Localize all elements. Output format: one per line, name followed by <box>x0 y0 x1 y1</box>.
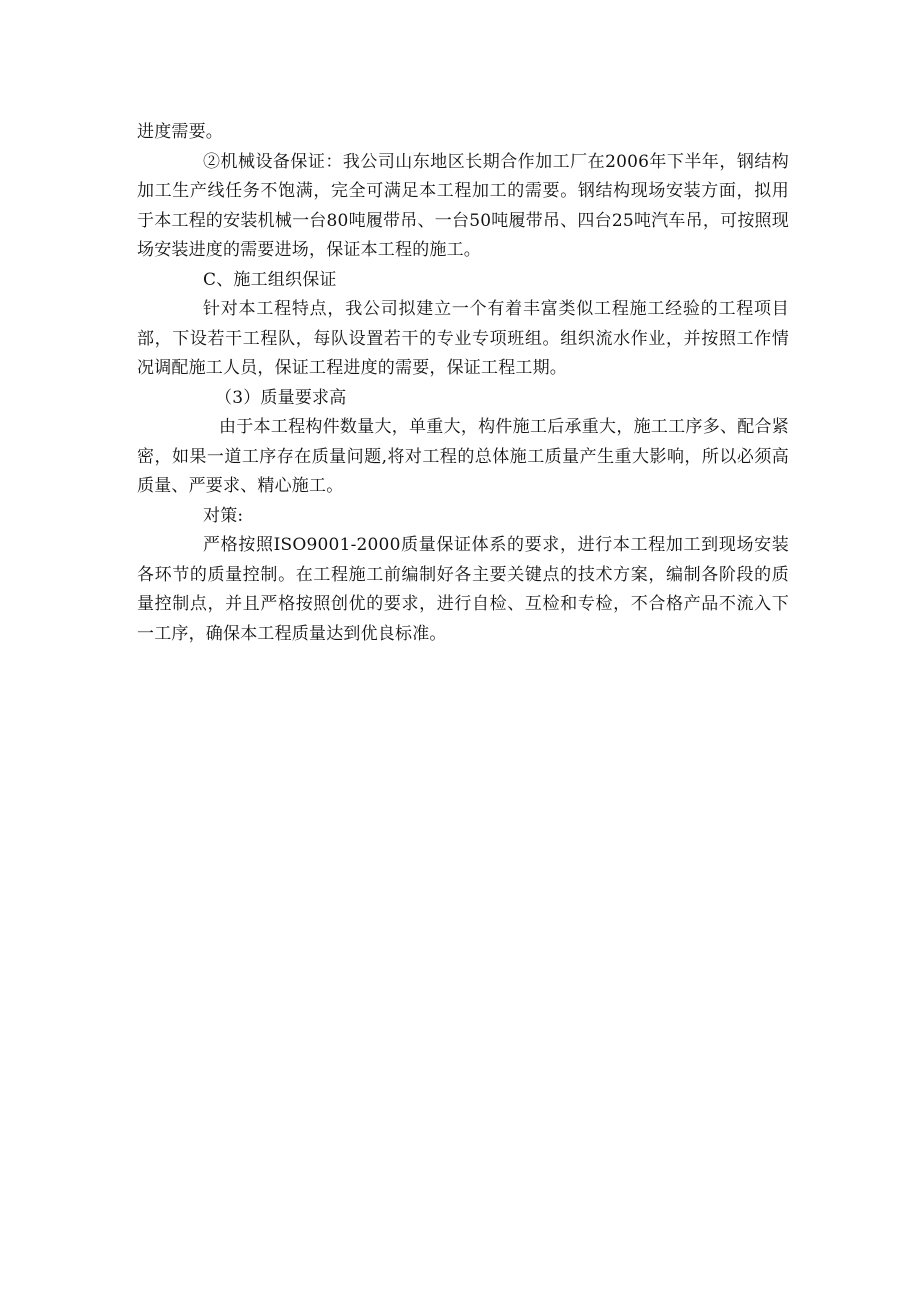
section-heading-quality: （3）质量要求高 <box>215 387 347 408</box>
paragraph-continuation: 进度需要。 <box>137 122 223 142</box>
paragraph-organization: 针对本工程特点，我公司拟建立一个有着丰富类似工程施工经验的工程项目部，下设若干工程队，每队设置若干的专业专项班组。组织流水作业，并按照工作情况调配施工人员，保证工程进度的需要，保证工程工期。 <box>137 299 789 378</box>
heading-countermeasures: 对策: <box>203 505 244 526</box>
section-heading-organization: C、施工组织保证 <box>203 269 337 290</box>
paragraph-quality: 由于本工程构件数量大，单重大，构件施工后承重大，施工工序多、配合紧密，如果一道工序存在质量问题,将对工程的总体施工质量产生重大影响，所以必须高质量、严要求、精心施工。 <box>137 417 789 496</box>
paragraph-equipment-guarantee: ②机械设备保证：我公司山东地区长期合作加工厂在2006年下半年，钢结构加工生产线任务不饱满，完全可满足本工程加工的需要。钢结构现场安装方面，拟用于本工程的安装机械一台80吨履带吊、一台50吨履带吊、四台25吨汽车吊，可按照现场安装进度的需要进场，保证本工程的施工。 <box>137 151 789 260</box>
paragraph-countermeasures: 严格按照ISO9001-2000质量保证体系的要求，进行本工程加工到现场安装各环节的质量控制。在工程施工前编制好各主要关键点的技术方案，编制各阶段的质量控制点，并且严格按照创优的要求，进行自检、互检和专检，不合格产品不流入下一工序，确保本工程质量达到优良标准。 <box>137 535 789 644</box>
document-body <box>137 118 789 649</box>
